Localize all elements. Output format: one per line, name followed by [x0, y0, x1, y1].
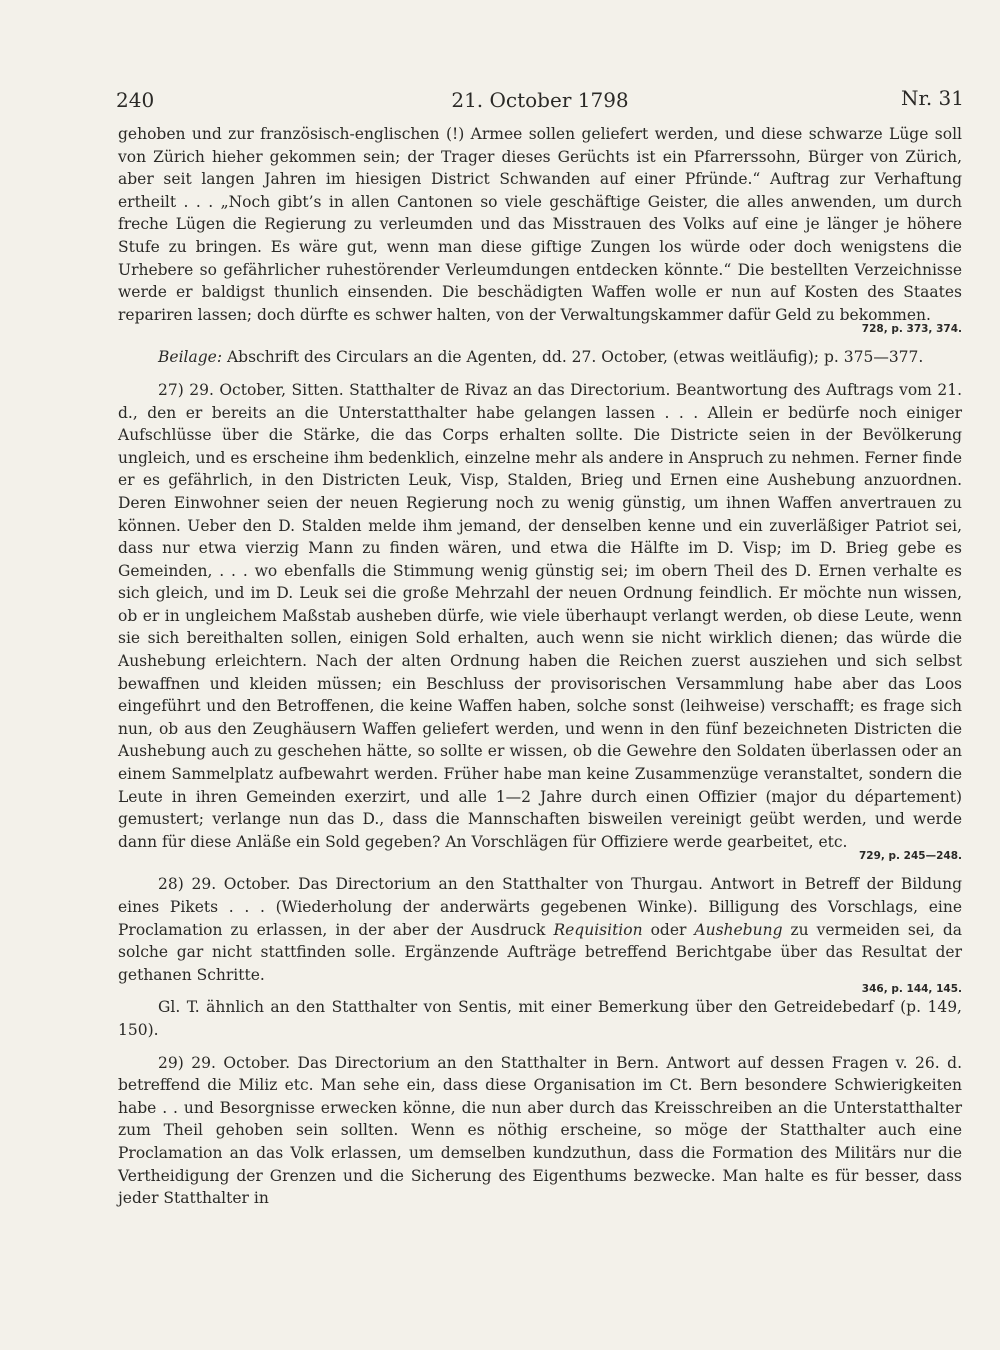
paragraph-continuation — [118, 123, 962, 336]
paragraph-entry-27 — [118, 379, 962, 863]
paragraph-text: Abschrift des Circulars an die Agenten, dd. 27. October, (etwas weitläufig); p. 375—377. — [226, 348, 924, 367]
document-number: Nr. 31 — [900, 86, 964, 110]
body-text — [118, 123, 962, 1210]
paragraph-text: Gl. T. ähnlich an den Statthalter von Sentis, mit einer Bemerkung über den Getreidebedarf (p. 149, 150). — [118, 998, 962, 1039]
paragraph-text: zu vermeiden sei, da solche gar nicht stattfinden solle. Ergänzende Aufträge betreffend Berichtgabe über das Resultat der gethanen Schritte. — [118, 920, 962, 984]
paragraph-text: oder — [650, 920, 687, 939]
paragraph-gl-t — [118, 996, 962, 1041]
paragraph-text: 29) 29. October. Das Directorium an den Statthalter in Bern. Antwort auf dessen Fragen v. 26. d. betreffend die Miliz etc. Man sehe ein, dass diese Organisation im Ct. Bern besondere Schwierigkeiten habe . . und Besorgnisse erwecken könne, die nun aber durch das Kreisschreiben an die Unterstatthalter zum Theil gehoben sein sollten. Wenn es nöthig erscheine, so möge der Statthalter auch eine Proclamation an das Volk erlassen, um demselben kundzuthun, dass die Formation des Militärs nur die Vertheidigung der Grenzen und die Sicherung des Eigenthums bezwecke. Man halte es für besser, dass jeder Statthalter in — [118, 1053, 962, 1208]
paragraph-entry-29 — [118, 1052, 962, 1210]
emphasis-requisition: Requisition — [553, 920, 643, 939]
paragraph-text: gehoben und zur französisch-englischen (!) Armee sollen geliefert werden, und diese schwarze Lüge soll von Zürich hieher gekommen sein; der Trager dieses Gerüchts ist ein Pfarrerssohn, Bürger von Zürich, aber seit langen Jahren im hiesigen District Schwanden auf einer Pfründe.“ Auftrag zur Verhaftung ertheilt . . . „Noch gibt’s in allen Cantonen so viele geschäftige Geister, die alles anwenden, um durch freche Lügen die Regierung zu verleumden und das Misstrauen des Volks auf eine je länger je höhere Stufe zu bringen. Es wäre gut, wenn man diese giftige Zungen los würde oder doch wenigstens die Urhebere so gefährlicher ruhestörender Verleumdungen entdecken könnte.“ Die bestellten Verzeichnisse werde er baldigst thunlich einsenden. Die beschädigten Waffen wolle er nun auf Kosten des Staates repariren lassen; doch dürfte es schwer halten, von der Verwaltungskammer dafür Geld zu bekommen. — [118, 125, 962, 324]
emphasis-aushebung: Aushebung — [694, 920, 783, 939]
header-date: 21. October 1798 — [451, 88, 629, 112]
paragraph-text: 27) 29. October, Sitten. Statthalter de Rivaz an das Directorium. Beantwortung des Auftrags vom 21. d., den er bereits an die Unterstatthalter habe gelangen lassen . . . Allein er bedürfe noch einiger Aufschlüsse über die Stärke, die das Corps erhalten sollte. Die Districte seien in der Bevölkerung ungleich, und es erscheine ihm bedenklich, einzelne mehr als andere in Anspruch zu nehmen. Ferner finde er es gefährlich, in den Districten Leuk, Visp, Stalden, Brieg und Ernen eine Aushebung anzuordnen. Deren Einwohner seien der neuen Regierung noch zu wenig günstig, um ihnen Waffen anvertrauen zu können. Ueber den D. Stalden melde ihm jemand, der denselben kenne und ein zuverläßiger Patriot sei, dass nur etwa vierzig Mann zu finden wären, und etwa die Hälfte im D. Visp; im D. Brieg gebe es Gemeinden, . . . wo ebenfalls die Stimmung wenig günstig sei; im obern Theil des D. Ernen verhalte es sich gleich, und im D. Leuk sei die große Mehrzahl der neuen Ordnung feindlich. Er möchte nun wissen, ob er in ungleichem Maßstab ausheben dürfe, wie viele überhaupt verlangt werden, ob diese Leute, wenn sie sich bereithalten sollen, einigen Sold erhalten, auch wenn sie nicht wirklich dienen; das würde die Aushebung erleichtern. Nach der alten Ordnung haben die Reichen zuerst ausziehen und sich selbst bewaffnen und kleiden müssen; ein Beschluss der provisorischen Versammlung habe aber das Loos eingeführt und den Betroffenen, die keine Waffen haben, solche sonst (leihweise) verschafft; es frage sich nun, ob aus den Zeughäusern Waffen geliefert werden, und wenn in den fünf bezeichneten Districten die Aushebung auch zu geschehen hätte, so sollte er wissen, ob die Gewehre den Soldaten überlassen oder an einem Sammelplatz aufbewahrt werden. Früher habe man keine Zusammenzüge veranstaltet, sondern die Leute in ihren Gemeinden exerzirt, und alle 1—2 Jahre durch einen Offizier (major du département) gemustert; verlange nun das D., dass die Mannschaften bisweilen vereinigt geübt werden, und werde dann für diese Anläße ein Sold gegeben? An Vorschlägen für Offiziere werde gearbeitet, etc. — [118, 380, 962, 851]
archive-reference: 346, p. 144, 145. — [861, 983, 962, 996]
paragraph-beilage — [118, 346, 962, 369]
running-header — [116, 84, 964, 120]
paragraph-text: 28) 29. October. Das Directorium an den Statthalter von Thurgau. Antwort in Betreff der Bildung eines Pikets . . . (Wiederholung der anderwärts gegebenen Winke). Billigung des Vorschlags, eine Proclamation zu erlassen, in der aber der Ausdruck — [118, 875, 962, 939]
page-number: 240 — [116, 88, 155, 112]
paragraph-entry-28 — [118, 873, 962, 996]
beilage-label: Beilage: — [158, 348, 223, 367]
archive-reference: 729, p. 245—248. — [858, 850, 962, 863]
archive-reference: 728, p. 373, 374. — [861, 323, 962, 336]
